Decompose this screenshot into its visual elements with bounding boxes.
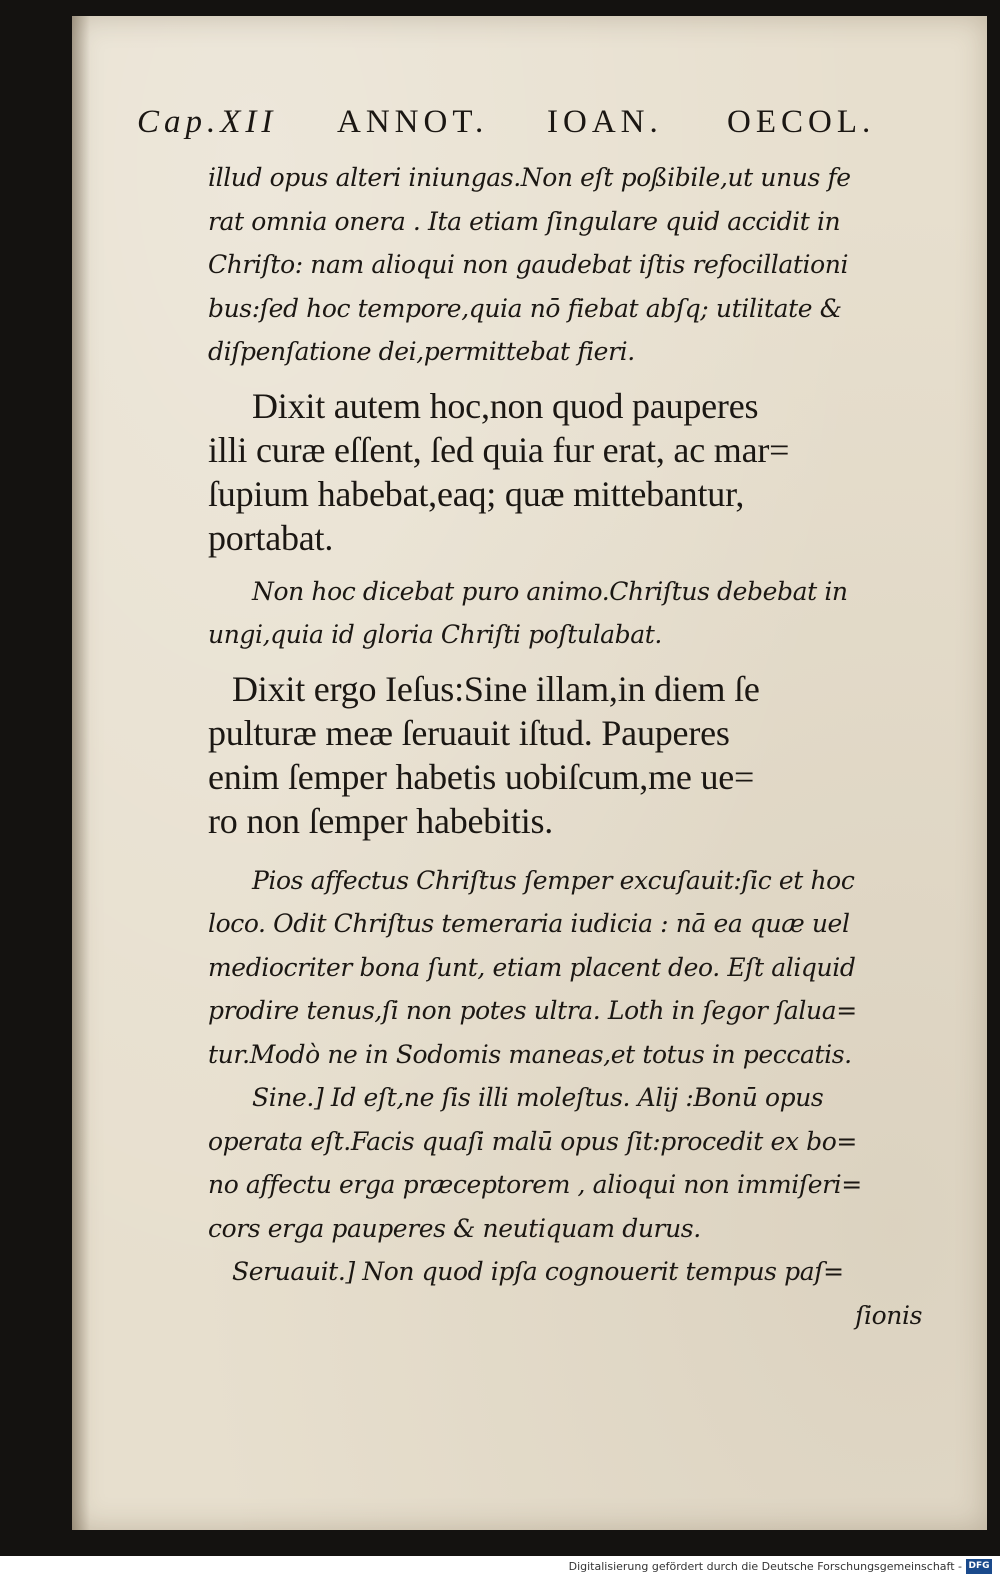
text-line: loco. Odit Chriſtus temeraria iudicia : nā ea quæ uel (208, 909, 850, 938)
scripture-lemma-2 (208, 667, 930, 843)
running-header (137, 104, 937, 154)
text-line: prodire tenus,ſi non potes ultra. Loth in ſegor ſalua= (208, 996, 857, 1025)
commentary-block-2 (208, 570, 930, 657)
text-line: Non hoc dicebat puro animo.Chriſtus debebat in (252, 576, 848, 606)
text-line: no affectu erga præceptorem , alioqui non immiſeri= (208, 1170, 862, 1199)
text-line: ro non ſemper habebitis. (208, 800, 554, 841)
dfg-logo: DFG (966, 1559, 992, 1574)
text-line: mediocriter bona ſunt, etiam placent deo. Eſt aliquid (208, 952, 856, 982)
text-line: tur.Modò ne in Sodomis maneas,et totus in peccatis. (208, 1039, 852, 1069)
text-line: ungi,quia id gloria Chriſti poſtulabat. (208, 620, 662, 649)
text-line: Sine.] Id eſt,ne ſis illi moleſtus. Alij :Bonū opus (252, 1083, 824, 1112)
text-line: diſpenſatione dei,permittebat fieri. (208, 337, 635, 366)
text-line: Pios affectus Chriſtus ſemper excuſauit:ſic et hoc (252, 865, 855, 895)
text-line: pulturæ meæ ſeruauit iſtud. Pauperes (208, 712, 730, 753)
text-line: operata eſt.Facis quaſi malū opus ſit:procedit ex bo= (208, 1126, 857, 1156)
header-oecol: OECOL. (727, 104, 876, 140)
text-line: Dixit autem hoc,non quod pauperes (252, 385, 759, 426)
page-text (208, 156, 930, 1337)
text-line: rat omnia onera . Ita etiam ſingulare quid accidit in (208, 206, 841, 236)
text-line: ſupium habebat,eaq; quæ mittebantur, (208, 473, 745, 514)
header-annot: ANNOT. (337, 104, 489, 140)
text-line: bus:ſed hoc tempore,quia nō fiebat abſq; utilitate & (208, 293, 842, 323)
catchword: ſionis (855, 1300, 922, 1330)
text-line: illud opus alteri iniungas.Non eſt poßibile,ut unus fe (208, 163, 851, 192)
text-line: enim ſemper habetis uobiſcum,me ue= (208, 756, 755, 797)
spacer (208, 560, 930, 570)
text-line: illi curæ eſſent, ſed quia fur erat, ac mar= (208, 429, 790, 470)
text-line: portabat. (208, 517, 334, 558)
funding-notice: Digitalisierung gefördert durch die Deutsche Forschungsgemeinschaft - (568, 1560, 962, 1573)
text-line: Seruauit.] Non quod ipſa cognouerit tempus paſ= (232, 1257, 844, 1286)
spacer (208, 843, 930, 859)
commentary-block-5 (208, 1250, 930, 1337)
commentary-block-3 (208, 859, 930, 1077)
scripture-lemma-1 (208, 384, 930, 560)
spacer (208, 657, 930, 667)
spacer (208, 374, 930, 384)
header-chapter: Cap.XII (137, 104, 278, 140)
text-line: cors erga pauperes & neutiquam durus. (208, 1213, 701, 1243)
commentary-block-1 (208, 156, 930, 374)
digitization-footer (0, 1556, 1000, 1578)
header-ioan: IOAN. (547, 104, 663, 140)
commentary-block-4 (208, 1076, 930, 1250)
text-line: Chriſto: nam alioqui non gaudebat iſtis refocillationi (208, 250, 849, 279)
text-line: Dixit ergo Ieſus:Sine illam,in diem ſe (232, 668, 760, 709)
